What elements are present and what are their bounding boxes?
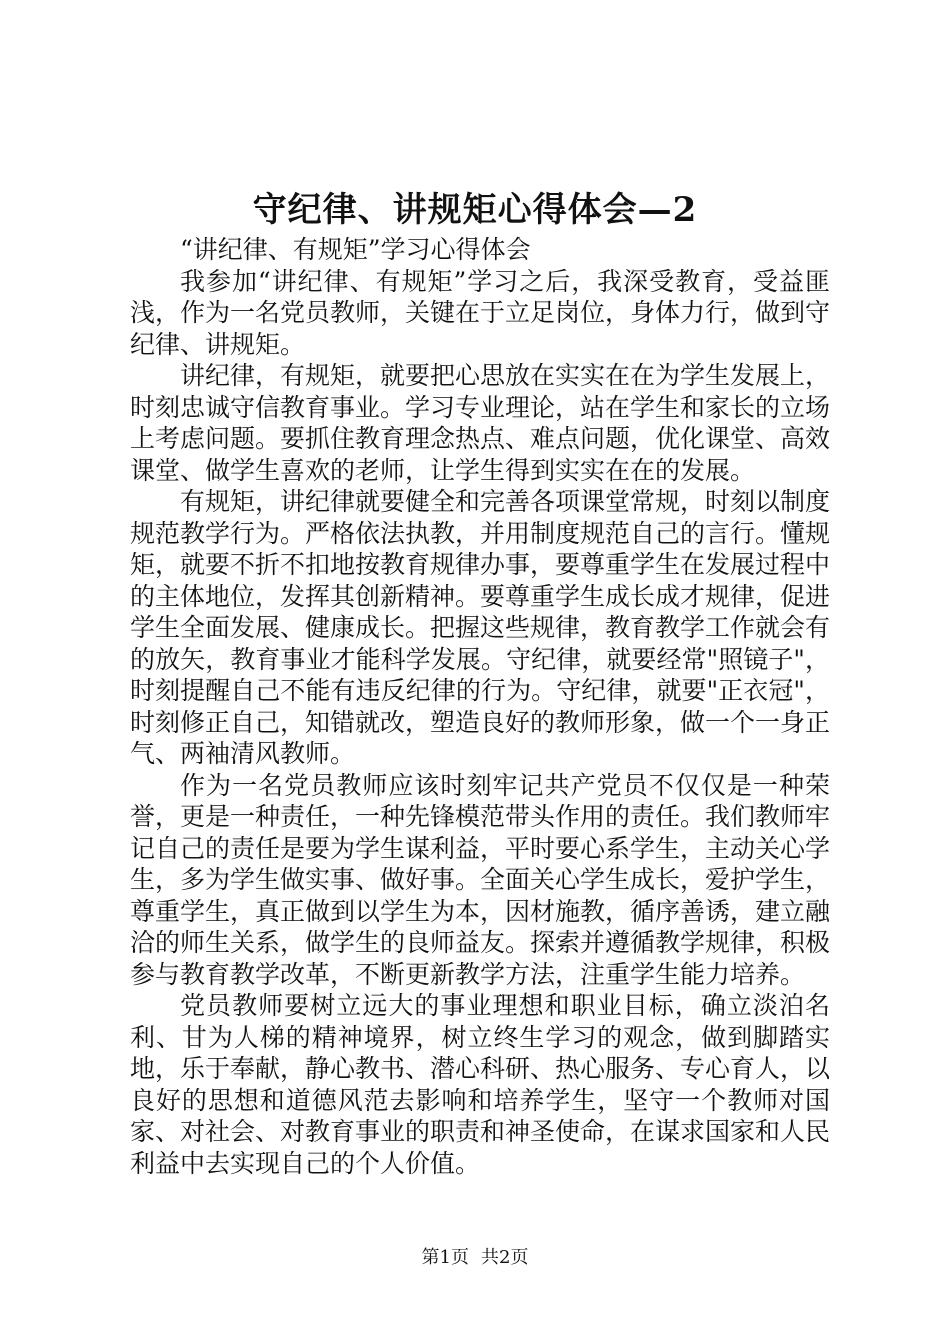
paragraph-4: 作为一名党员教师应该时刻牢记共产党员不仅仅是一种荣誉，更是一种责任，一种先锋模范带头作用的责任。我们教师牢记自己的责任是要为学生谋利益，平时要心系学生，主动关心学生，多为学生做实事、做好事。全面关心学生成长，爱护学生，尊重学生，真正做到以学生为本，因材施教，循序善诱，建立融洽的师生关系，做学生的良师益友。探索并遵循教学规律，积极参与教育教学改革，不断更新教学方法，注重学生能力培养。 bbox=[130, 770, 831, 989]
page-count: 共2页 bbox=[481, 1247, 529, 1268]
paragraph-2: 讲纪律，有规矩，就要把心思放在实实在在为学生发展上，时刻忠诚守信教育事业。学习专业理论，站在学生和家长的立场上考虑问题。要抓住教育理念热点、难点问题，优化课堂、高效课堂、做学生喜欢的老师，让学生得到实实在在的发展。 bbox=[130, 361, 831, 485]
paragraph-5: 党员教师要树立远大的事业理想和职业目标，确立淡泊名利、甘为人梯的精神境界，树立终生学习的观念，做到脚踏实地，乐于奉献，静心教书、潜心科研、热心服务、专心育人，以良好的思想和道德风范去影响和培养学生，坚守一个教师对国家、对社会、对教育事业的职责和神圣使命，在谋求国家和人民利益中去实现自己的个人价值。 bbox=[130, 991, 831, 1178]
page-footer bbox=[0, 1246, 950, 1270]
document-subtitle: “讲纪律、有规矩”学习心得体会 bbox=[180, 235, 531, 264]
paragraph-3: 有规矩，讲纪律就要健全和完善各项课堂常规，时刻以制度规范教学行为。严格依法执教，并用制度规范自己的言行。懂规矩，就要不折不扣地按教育规律办事，要尊重学生在发展过程中的主体地位，发挥其创新精神。要尊重学生成长成才规律，促进学生全面发展、健康成长。把握这些规律，教育教学工作就会有的放矢，教育事业才能科学发展。守纪律，就要经常"照镜子"，时刻提醒自己不能有违反纪律的行为。守纪律，就要"正衣冠"，时刻修正自己，知错就改，塑造良好的教师形象，做一个一身正气、两袖清风教师。 bbox=[130, 487, 831, 768]
paragraph-1: 我参加“讲纪律、有规矩”学习之后，我深受教育，受益匪浅，作为一名党员教师，关键在于立足岗位，身体力行，做到守纪律、讲规矩。 bbox=[130, 266, 831, 359]
page-number: 第1页 bbox=[421, 1247, 469, 1268]
document-body bbox=[130, 234, 830, 1179]
document-title: 守纪律、讲规矩心得体会—2 bbox=[252, 190, 698, 230]
